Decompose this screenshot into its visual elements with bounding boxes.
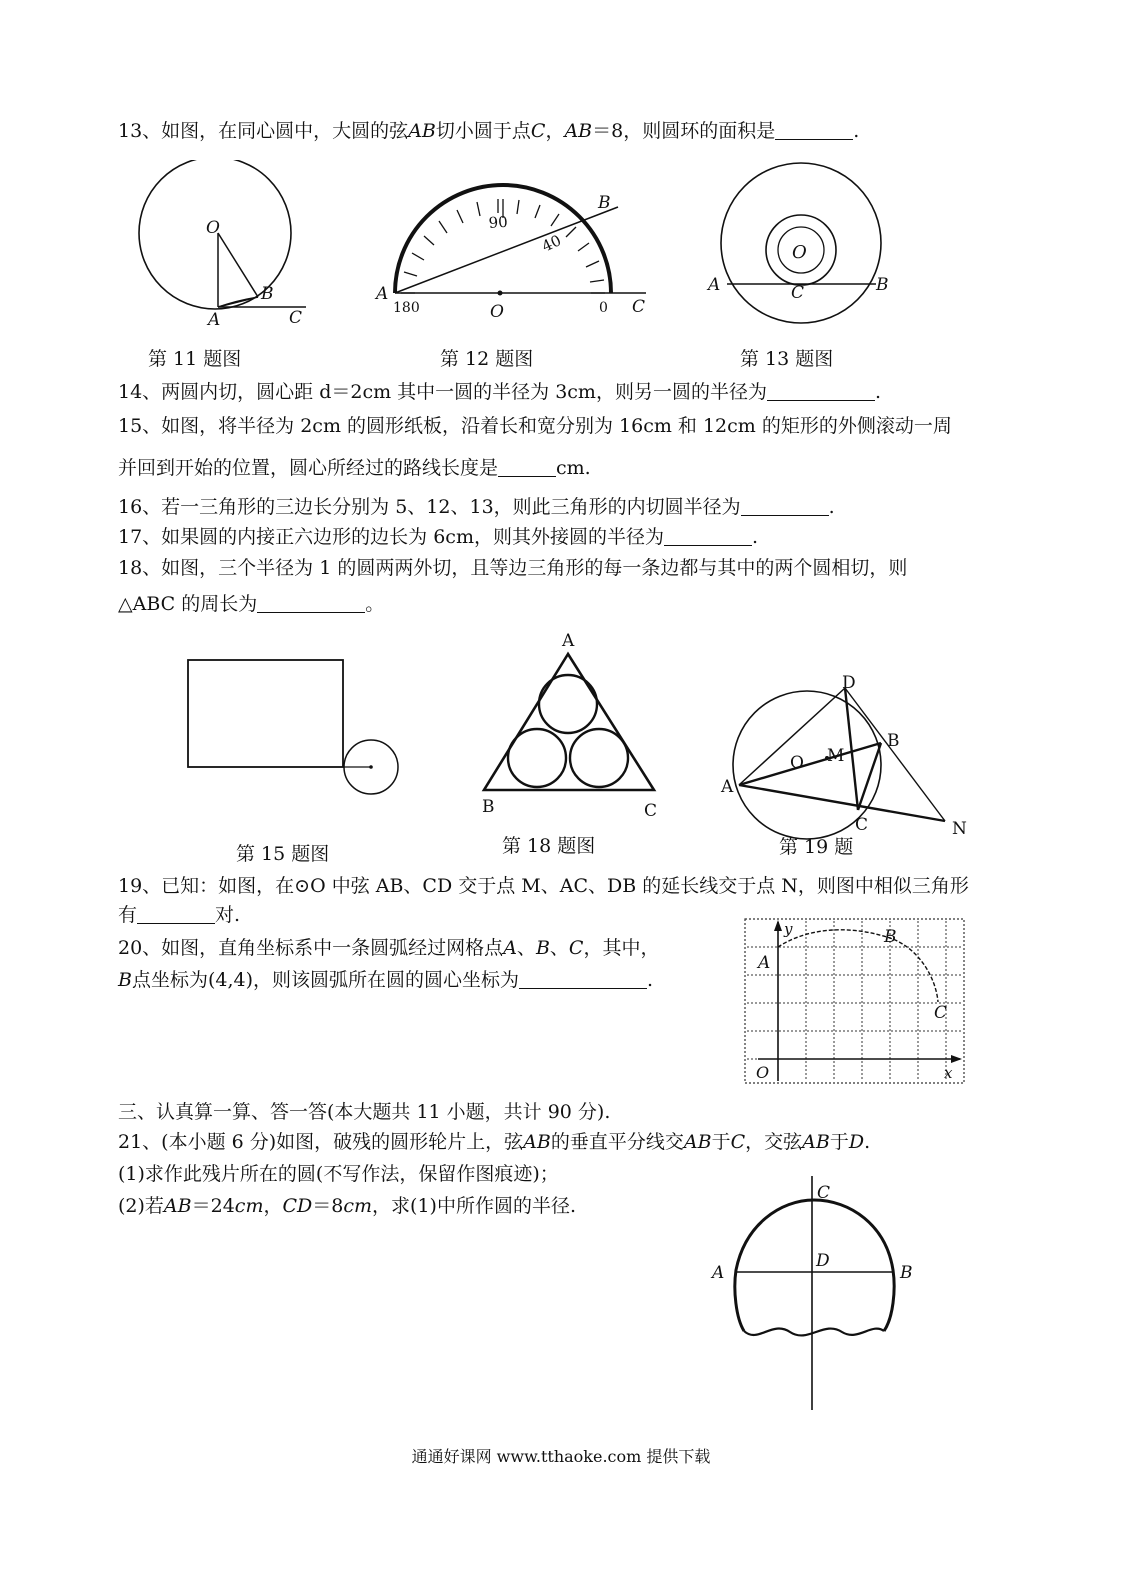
label-x: x (944, 1064, 953, 1082)
label-a: A (712, 1263, 725, 1283)
tick-180: 180 (393, 300, 420, 316)
label-b: B (876, 275, 889, 295)
answer-blank[interactable] (257, 592, 365, 613)
label-y: y (784, 920, 793, 938)
figure-12 (370, 160, 660, 325)
label-c: C (791, 283, 805, 303)
label-o: O (756, 1063, 770, 1082)
label-m: M (827, 746, 845, 766)
question-16: 16、若一三角形的三边长分别为 5、12、13，则此三角形的内切圆半径为 . (118, 496, 835, 518)
label-b: B (598, 193, 611, 213)
label-n: N (952, 819, 967, 839)
label-o: O (206, 218, 220, 238)
question-20-line-1: 20、如图，直角坐标系中一条圆弧经过网格点A、B、C，其中， (118, 937, 660, 959)
label-c: C (632, 297, 646, 317)
label-b: B (884, 927, 897, 947)
label-a: A (758, 953, 771, 973)
answer-blank[interactable] (741, 495, 829, 516)
page-footer: 通通好课网 www.tthaoke.com 提供下载 (411, 1447, 711, 1466)
figure-18 (470, 626, 670, 826)
answer-blank[interactable] (498, 456, 556, 477)
figure-18-caption: 第 18 题图 (502, 835, 596, 857)
question-15-line-2: 并回到开始的位置，圆心所经过的路线长度是 cm. (118, 457, 591, 479)
figure-13 (700, 150, 900, 335)
answer-blank[interactable] (519, 968, 647, 989)
question-14: 14、两圆内切，圆心距 d＝2cm 其中一圆的半径为 3cm，则另一圆的半径为 . (118, 381, 881, 403)
label-b: B (887, 731, 900, 751)
question-20-line-2: B点坐标为(4,4)，则该圆弧所在圆的圆心坐标为 . (118, 969, 654, 991)
question-17: 17、如果圆的内接正六边形的边长为 6cm，则其外接圆的半径为 . (118, 526, 759, 548)
figure-19 (715, 670, 985, 845)
label-c: C (817, 1183, 831, 1203)
label-c: C (855, 815, 869, 835)
figure-21 (700, 1170, 940, 1415)
label-c: C (644, 801, 658, 821)
label-o: O (490, 302, 504, 322)
figure-15-caption: 第 15 题图 (236, 843, 330, 865)
question-19-line-1: 19、已知：如图，在⊙O 中弦 AB、CD 交于点 M、AC、DB 的延长线交于点 N，则图中相似三角形 (118, 875, 969, 897)
section-3-heading: 三、认真算一算、答一答(本大题共 11 小题，共计 90 分). (118, 1101, 611, 1123)
label-c: C (934, 1003, 948, 1023)
answer-blank[interactable] (775, 119, 853, 140)
label-d: D (842, 673, 856, 693)
question-21-part-2: (2)若AB＝24cm，CD＝8cm，求(1)中所作圆的半径. (118, 1195, 576, 1217)
label-d: D (816, 1251, 830, 1271)
question-19-line-2: 有 对. (118, 904, 241, 926)
tick-40: 40 (539, 231, 564, 256)
question-13: 13、如图，在同心圆中，大圆的弦AB切小圆于点C，AB＝8，则圆环的面积是 . (118, 120, 860, 142)
figure-11-caption: 第 11 题图 (148, 348, 242, 370)
label-a: A (376, 284, 389, 304)
label-o: O (790, 753, 804, 773)
figure-19-caption: 第 19 题 (779, 836, 854, 858)
question-21: 21、(本小题 6 分)如图，破残的圆形轮片上，弦AB的垂直平分线交AB于C，交弦AB于D. (118, 1131, 871, 1153)
question-18-line-1: 18、如图，三个半径为 1 的圆两两外切，且等边三角形的每一条边都与其中的两个圆相切，则 (118, 557, 908, 579)
question-15-line-1: 15、如图，将半径为 2cm 的圆形纸板，沿着长和宽分别为 16cm 和 12cm 的矩形的外侧滚动一周 (118, 415, 952, 437)
label-c: C (289, 308, 303, 328)
tick-0: 0 (599, 300, 608, 316)
label-b: B (261, 284, 274, 304)
answer-blank[interactable] (767, 380, 875, 401)
answer-blank[interactable] (664, 525, 752, 546)
label-a: A (721, 777, 734, 797)
answer-blank[interactable] (137, 903, 215, 924)
figure-15 (180, 650, 410, 800)
label-a: A (208, 310, 221, 330)
tick-90: 90 (488, 212, 509, 232)
figure-20 (744, 918, 966, 1086)
label-o: O (792, 242, 807, 263)
label-b: B (482, 797, 495, 817)
figure-12-caption: 第 12 题图 (440, 348, 534, 370)
label-b: B (900, 1263, 913, 1283)
figure-13-caption: 第 13 题图 (740, 348, 834, 370)
figure-11 (138, 160, 318, 330)
question-18-line-2: △ABC 的周长为 。 (118, 593, 385, 615)
label-a: A (562, 631, 575, 651)
label-a: A (708, 275, 721, 295)
question-21-part-1: (1)求作此残片所在的圆(不写作法，保留作图痕迹)； (118, 1163, 559, 1185)
